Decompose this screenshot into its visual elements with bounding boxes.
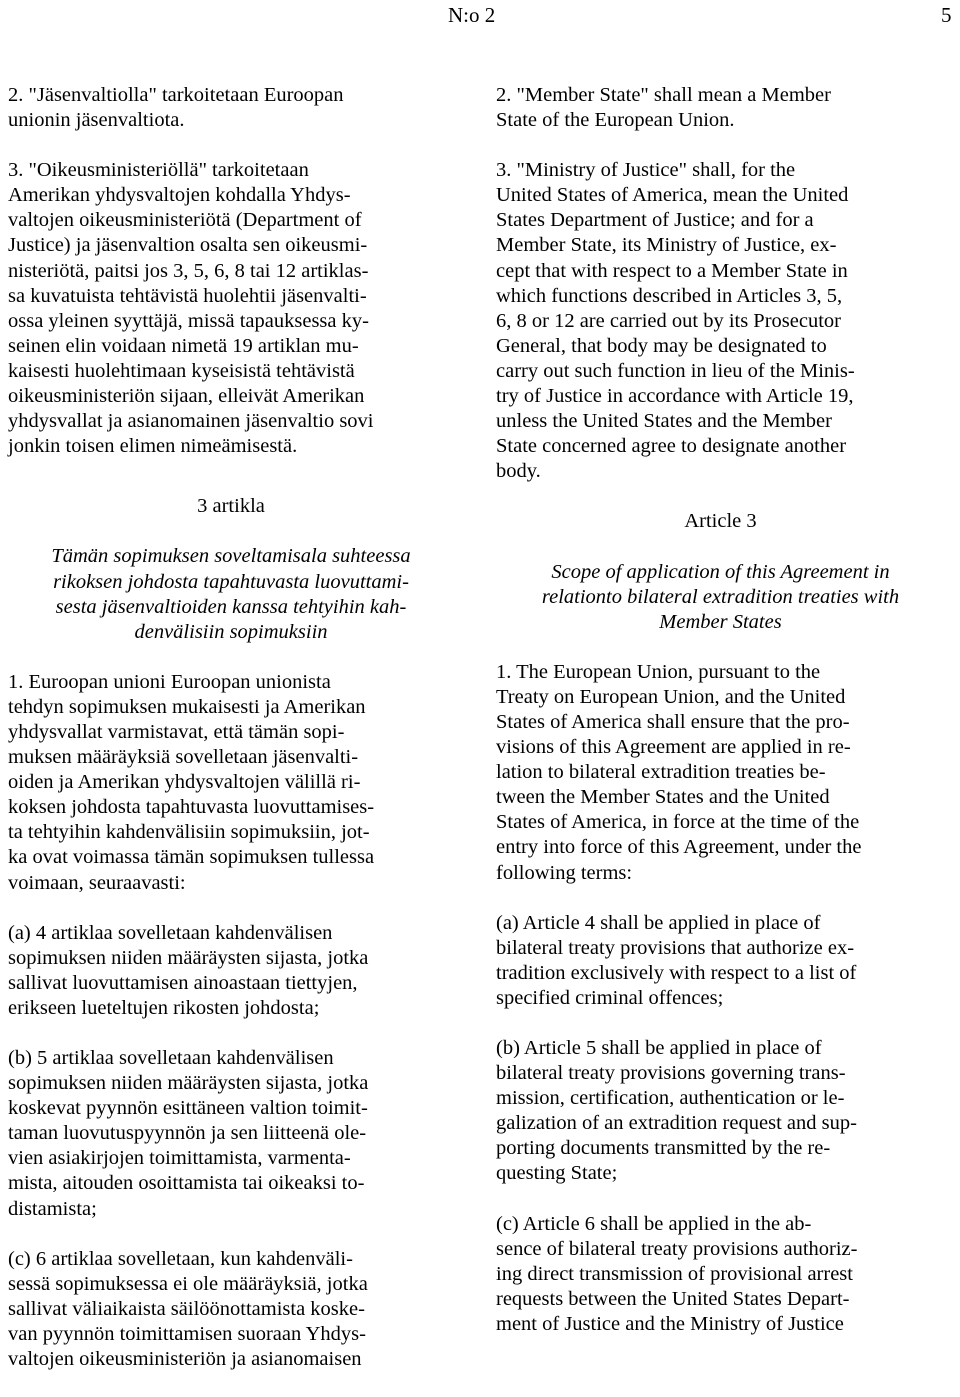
- page-number: 5: [941, 3, 952, 27]
- en-item-c: (c) Article 6 shall be applied in the ab- sence of bilateral treaty provisions authoriz- ing direct transmission of provisional arrest requests between the United States Depart- ment of Justice and the Ministry of Justice: [496, 1212, 858, 1335]
- fi-item-c: (c) 6 artiklaa sovelletaan, kun kahdenväli- sessä sopimuksessa ei ole määräyksiä, jotka sallivat väliaikaista säilöönottamista koske- van pyynnön toimittamisen suoraan Yhdys- valtojen oikeusministeriön ja asianomaisen: [8, 1247, 368, 1371]
- fi-item-b: (b) 5 artiklaa sovelletaan kahdenvälisen sopimuksen niiden määräysten sijasta, jotka koskevat pyynnön esittäneen valtion toimit- taman luovutuspyynnön ja sen liitteenä ole- vien asiakirjojen toimittamista, varmenta- mista, aitouden osoittamista tai oikeaksi to- distamista;: [8, 1047, 369, 1220]
- fi-article-heading: 3 artikla: [197, 495, 265, 518]
- en-item-a: (a) Article 4 shall be applied in place of bilateral treaty provisions that authorize ex- tradition exclusively with respect to a list of specified criminal offences;: [496, 911, 857, 1009]
- en-article-paragraph-1: 1. The European Union, pursuant to the Treaty on European Union, and the United States of America shall ensure that the pro- visions of this Agreement are applied in re- lation to bilateral extradition treaties be- tween the Member States and the United States of America, in force at the time of the entry into force of this Agreement, under the following terms:: [496, 660, 862, 884]
- en-item-b: (b) Article 5 shall be applied in place of bilateral treaty provisions governing trans- mission, certification, authentication or le- galization of an extradition request and sup- porting documents transmitted by the re- questing State;: [496, 1037, 857, 1185]
- en-paragraph-3: 3. "Ministry of Justice" shall, for the United States of America, mean the United States Department of Justice; and for a Member State, its Ministry of Justice, ex- cept that with respect to a Member State in which functions described in Articles 3, 5, 6, 8 or 12 are carried out by its Prosecutor General, that body may be designated to carry out such function in lieu of the Minis- try of Justice in accordance with Article 19, unless the United States and the Member State concerned agree to designate another body.: [496, 159, 855, 483]
- en-paragraph-2: 2. "Member State" shall mean a Member State of the European Union.: [496, 84, 831, 132]
- fi-paragraph-2: 2. "Jäsenvaltiolla" tarkoitetaan Euroopan unionin jäsenvaltiota.: [8, 84, 344, 132]
- finnish-column: [8, 83, 454, 1397]
- fi-paragraph-3: 3. "Oikeusministeriöllä" tarkoitetaan Amerikan yhdysvaltojen kohdalla Yhdys- valtojen oikeusministeriötä (Department of Justice) ja jäsenvaltion osalta sen oikeusmi- nisteriötä, paitsi jos 3, 5, 6, 8 tai 12 artiklas- sa kuvatuista tehtävistä huolehtii jäsenvalti- ossa yleinen syyttäjä, missä tapauksessa ky- seinen elin voidaan nimetä 19 artiklan mu- kaisesti huolehtimaan kyseisistä tehtävistä oikeusministeriön sijaan, elleivät Amerikan yhdysvallat ja asianomainen jäsenvaltio sovi jonkin toisen elimen nimeämisestä.: [8, 159, 374, 458]
- issue-number: N:o 2: [448, 3, 496, 27]
- fi-article-paragraph-1: 1. Euroopan unioni Euroopan unionista tehdyn sopimuksen mukaisesti ja Amerikan yhdysvallat varmistavat, että tämän sopi- muksen määräyksiä sovelletaan jäsenvalti- oiden ja Amerikan yhdysvaltojen välillä ri- koksen johdosta tapahtuvasta luovuttamises- ta tehtyihin kahdenvälisiin sopimuksiin, jot- ka ovat voimassa tämän sopimuksen tullessa voimaan, seuraavasti:: [8, 670, 375, 894]
- english-column: [496, 83, 945, 1362]
- en-article-title: Scope of application of this Agreement in relationto bilateral extradition treaties with Member States: [541, 560, 900, 633]
- page-header: [0, 2, 960, 32]
- fi-item-a: (a) 4 artiklaa sovelletaan kahdenvälisen sopimuksen niiden määräysten sijasta, jotka sallivat luovuttamisen ainoastaan tiettyjen, erikseen lueteltujen rikosten johdosta;: [8, 921, 369, 1019]
- fi-article-title: Tämän sopimuksen soveltamisala suhteessa rikoksen johdosta tapahtuvasta luovuttami- sesta jäsenvaltioiden kanssa tehtyihin kah- denvälisiin sopimuksiin: [51, 545, 411, 643]
- en-article-heading: Article 3: [684, 510, 757, 533]
